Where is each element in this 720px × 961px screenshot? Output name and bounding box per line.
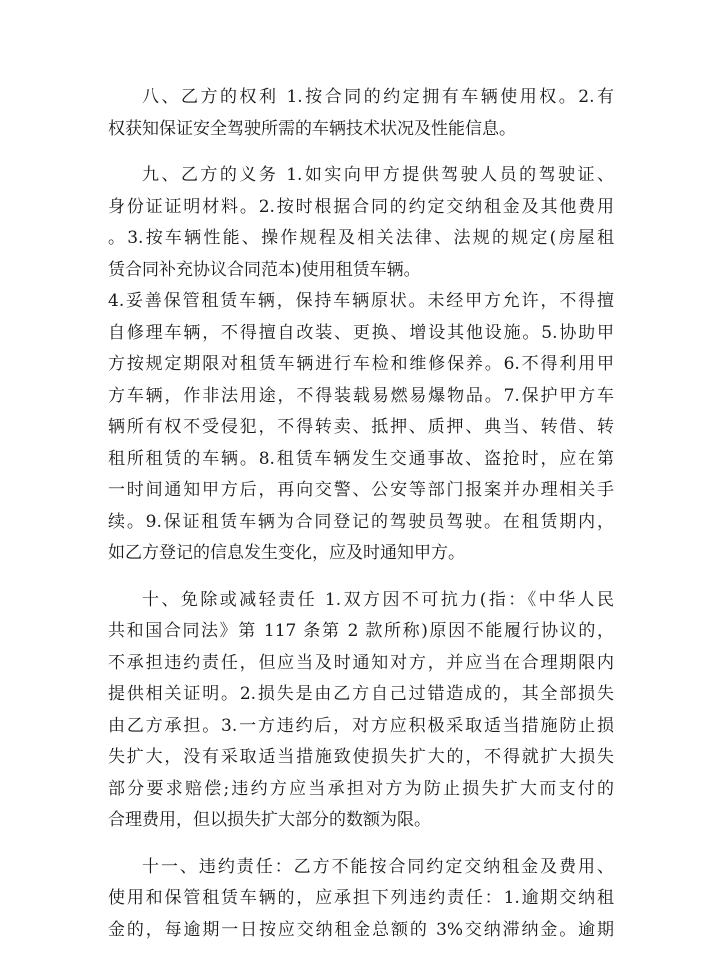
text-line: 方车辆，作非法用途，不得装载易燃易爆物品。7.保护甲方车 bbox=[108, 385, 614, 406]
paragraph bbox=[108, 585, 614, 837]
text-line: 一时间通知甲方后，再向交警、公安等部门报案并办理相关手 bbox=[108, 480, 614, 500]
text-line: 共和国合同法》第 117 条第 2 款所称)原因不能履行协议的， bbox=[108, 621, 614, 641]
paragraph bbox=[108, 160, 614, 570]
text-line: 续。9.保证租赁车辆为合同登记的驾驶员驾驶。在租赁期内， bbox=[108, 511, 614, 532]
text-line: 部分要求赔偿;违约方应当承担对方为防止损失扩大而支付的 bbox=[108, 778, 614, 799]
text-line: 十、免除或减轻责任 1.双方因不可抗力(指：《中华人民 bbox=[142, 589, 614, 610]
paragraph bbox=[108, 82, 614, 145]
text-line: 失扩大，没有采取适当措施致使损失扩大的，不得就扩大损失 bbox=[108, 747, 614, 767]
text-line: 方按规定期限对租赁车辆进行车检和维修保养。6.不得利用甲 bbox=[108, 354, 614, 374]
text-line: 自修理车辆，不得擅自改装、更换、增设其他设施。5.协助甲 bbox=[108, 322, 614, 343]
text-line: 使用和保管租赁车辆的，应承担下列违约责任：1.逾期交纳租 bbox=[108, 888, 614, 908]
text-line: 租所租赁的车辆。8.租赁车辆发生交通事故、盗抢时，应在第 bbox=[108, 448, 614, 469]
text-line: 八、乙方的权利 1.按合同的约定拥有车辆使用权。2.有 bbox=[142, 87, 614, 107]
text-line: 提供相关证明。2.损失是由乙方自己过错造成的，其全部损失 bbox=[108, 684, 614, 704]
text-line: 辆所有权不受侵犯，不得转卖、抵押、质押、典当、转借、转 bbox=[108, 417, 614, 437]
text-line: 不承担违约责任，但应当及时通知对方，并应当在合理期限内 bbox=[108, 652, 614, 673]
text-line: 合理费用，但以损失扩大部分的数额为限。 bbox=[108, 810, 431, 830]
text-line: 赁合同补充协议合同范本)使用租赁车辆。 bbox=[108, 259, 421, 280]
document-body bbox=[108, 82, 614, 961]
text-line: 身份证证明材料。2.按时根据合同的约定交纳租金及其他费用 bbox=[108, 196, 614, 217]
text-line: 4.妥善保管租赁车辆，保持车辆原状。未经甲方允许，不得擅 bbox=[108, 291, 614, 311]
text-line: 由乙方承担。3.一方违约后，对方应积极采取适当措施防止损 bbox=[108, 715, 614, 736]
text-line: 。3.按车辆性能、操作规程及相关法律、法规的规定(房屋租 bbox=[108, 228, 614, 248]
text-line: 如乙方登记的信息发生变化，应及时通知甲方。 bbox=[108, 543, 465, 563]
text-line: 十一、违约责任：乙方不能按合同约定交纳租金及费用、 bbox=[142, 856, 614, 877]
text-line: 九、乙方的义务 1.如实向甲方提供驾驶人员的驾驶证、 bbox=[142, 165, 614, 185]
text-line: 金的，每逾期一日按应交纳租金总额的 3%交纳滞纳金。逾期 bbox=[108, 919, 614, 940]
text-line: 权获知保证安全驾驶所需的车辆技术状况及性能信息。 bbox=[108, 118, 516, 139]
